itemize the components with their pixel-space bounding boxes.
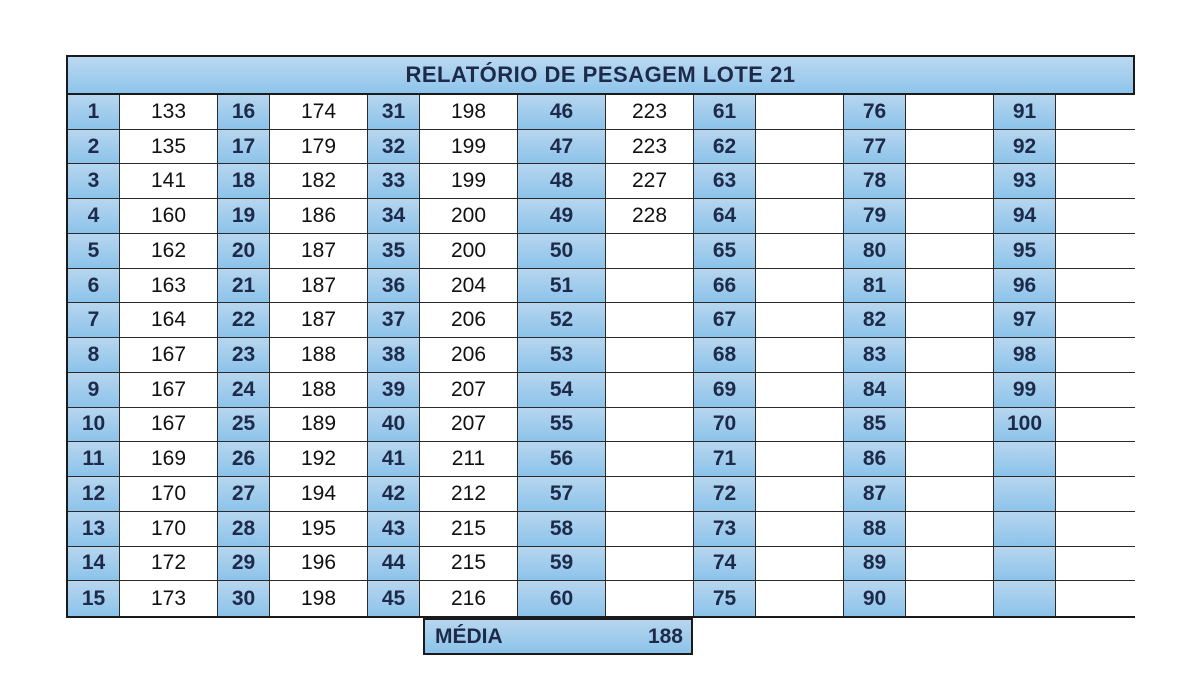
weight-cell: 182 [270,164,368,199]
animal-number-cell: 3 [68,164,120,199]
weight-cell: 215 [420,512,518,547]
weight-cell: 195 [270,512,368,547]
weight-cell [906,164,994,199]
animal-number-cell: 89 [844,547,906,582]
animal-number-cell: 47 [518,130,606,165]
animal-number-cell: 62 [694,130,756,165]
weight-cell: 196 [270,547,368,582]
animal-number-cell: 59 [518,547,606,582]
weight-cell: 160 [120,199,218,234]
weight-cell [606,234,694,269]
animal-number-cell [994,477,1056,512]
animal-number-cell: 56 [518,442,606,477]
weight-cell: 174 [270,95,368,130]
animal-number-cell: 30 [218,581,270,616]
weight-cell [1056,338,1135,373]
animal-number-cell: 66 [694,269,756,304]
animal-number-cell: 58 [518,512,606,547]
animal-number-cell: 54 [518,373,606,408]
animal-number-cell: 8 [68,338,120,373]
weight-cell: 187 [270,234,368,269]
weight-cell: 179 [270,130,368,165]
weight-cell [906,303,994,338]
animal-number-cell: 69 [694,373,756,408]
animal-number-cell: 81 [844,269,906,304]
animal-number-cell: 24 [218,373,270,408]
animal-number-cell: 18 [218,164,270,199]
animal-number-cell: 76 [844,95,906,130]
weight-cell: 167 [120,373,218,408]
weight-cell [606,303,694,338]
weight-cell [1056,199,1135,234]
animal-number-cell: 88 [844,512,906,547]
weight-cell [1056,164,1135,199]
animal-number-cell: 14 [68,547,120,582]
animal-number-cell: 65 [694,234,756,269]
weight-cell [756,199,844,234]
animal-number-cell: 31 [368,95,420,130]
animal-number-cell: 43 [368,512,420,547]
weight-cell: 170 [120,477,218,512]
animal-number-cell: 37 [368,303,420,338]
animal-number-cell: 29 [218,547,270,582]
animal-number-cell: 16 [218,95,270,130]
weighing-report-table [66,55,1135,618]
weight-cell [906,442,994,477]
weight-cell [1056,442,1135,477]
animal-number-cell: 33 [368,164,420,199]
weight-cell [606,269,694,304]
average-label: MÉDIA [435,624,503,648]
weight-cell [606,373,694,408]
weight-cell [1056,408,1135,443]
animal-number-cell: 35 [368,234,420,269]
weight-cell [906,269,994,304]
animal-number-cell: 71 [694,442,756,477]
weight-cell [606,442,694,477]
animal-number-cell: 80 [844,234,906,269]
weight-cell [906,234,994,269]
weight-cell: 223 [606,130,694,165]
weight-cell: 192 [270,442,368,477]
animal-number-cell: 53 [518,338,606,373]
animal-number-cell: 90 [844,581,906,616]
weight-cell [906,547,994,582]
animal-number-cell: 83 [844,338,906,373]
animal-number-cell: 75 [694,581,756,616]
animal-number-cell: 7 [68,303,120,338]
weight-cell [756,95,844,130]
weight-cell: 172 [120,547,218,582]
animal-number-cell: 84 [844,373,906,408]
weight-cell [606,581,694,616]
weight-cell: 188 [270,338,368,373]
weight-cell: 207 [420,408,518,443]
weight-cell [756,373,844,408]
weights-grid [68,95,1133,616]
animal-number-cell: 50 [518,234,606,269]
animal-number-cell: 91 [994,95,1056,130]
weight-cell: 199 [420,130,518,165]
weight-cell [906,512,994,547]
animal-number-cell: 67 [694,303,756,338]
weight-cell [906,373,994,408]
animal-number-cell: 86 [844,442,906,477]
weight-cell [1056,512,1135,547]
animal-number-cell: 36 [368,269,420,304]
weight-cell [906,130,994,165]
weight-cell: 200 [420,234,518,269]
animal-number-cell: 82 [844,303,906,338]
animal-number-cell: 68 [694,338,756,373]
animal-number-cell: 28 [218,512,270,547]
weight-cell [756,581,844,616]
weight-cell: 162 [120,234,218,269]
animal-number-cell: 55 [518,408,606,443]
weight-cell [756,408,844,443]
animal-number-cell: 23 [218,338,270,373]
weight-cell [1056,234,1135,269]
weight-cell: 187 [270,303,368,338]
weight-cell: 187 [270,269,368,304]
animal-number-cell: 57 [518,477,606,512]
weight-cell: 200 [420,199,518,234]
weight-cell: 206 [420,338,518,373]
weight-cell [1056,130,1135,165]
animal-number-cell [994,442,1056,477]
weight-cell [906,408,994,443]
animal-number-cell: 64 [694,199,756,234]
weight-cell: 199 [420,164,518,199]
weight-cell: 141 [120,164,218,199]
weight-cell [1056,547,1135,582]
animal-number-cell: 74 [694,547,756,582]
animal-number-cell: 5 [68,234,120,269]
weight-cell: 207 [420,373,518,408]
weight-cell: 170 [120,512,218,547]
weight-cell [1056,303,1135,338]
weight-cell [756,164,844,199]
animal-number-cell: 38 [368,338,420,373]
report-title-bar [68,57,1133,95]
weight-cell [756,338,844,373]
animal-number-cell: 70 [694,408,756,443]
weight-cell [606,512,694,547]
weight-cell [756,234,844,269]
animal-number-cell: 41 [368,442,420,477]
weight-cell [1056,477,1135,512]
weight-cell [906,95,994,130]
animal-number-cell: 63 [694,164,756,199]
animal-number-cell: 97 [994,303,1056,338]
animal-number-cell: 15 [68,581,120,616]
animal-number-cell: 1 [68,95,120,130]
weight-cell: 167 [120,338,218,373]
weight-cell [756,442,844,477]
weight-cell: 216 [420,581,518,616]
weight-cell: 228 [606,199,694,234]
animal-number-cell: 52 [518,303,606,338]
animal-number-cell: 78 [844,164,906,199]
animal-number-cell: 49 [518,199,606,234]
weight-cell: 169 [120,442,218,477]
animal-number-cell: 26 [218,442,270,477]
report-title: RELATÓRIO DE PESAGEM LOTE 21 [405,62,796,87]
animal-number-cell: 85 [844,408,906,443]
weight-cell: 227 [606,164,694,199]
animal-number-cell: 46 [518,95,606,130]
animal-number-cell: 94 [994,199,1056,234]
animal-number-cell: 39 [368,373,420,408]
animal-number-cell: 12 [68,477,120,512]
animal-number-cell: 13 [68,512,120,547]
weight-cell [906,338,994,373]
weight-cell [606,408,694,443]
weight-cell [1056,581,1135,616]
weight-cell: 215 [420,547,518,582]
weight-cell [906,477,994,512]
animal-number-cell: 95 [994,234,1056,269]
animal-number-cell [994,547,1056,582]
weight-cell [1056,373,1135,408]
animal-number-cell: 93 [994,164,1056,199]
animal-number-cell: 27 [218,477,270,512]
animal-number-cell: 48 [518,164,606,199]
animal-number-cell: 19 [218,199,270,234]
weight-cell [1056,95,1135,130]
weight-cell [756,130,844,165]
weight-cell [756,512,844,547]
animal-number-cell: 32 [368,130,420,165]
weight-cell [1056,269,1135,304]
weight-cell: 164 [120,303,218,338]
animal-number-cell: 72 [694,477,756,512]
weight-cell [756,269,844,304]
animal-number-cell: 79 [844,199,906,234]
animal-number-cell: 2 [68,130,120,165]
animal-number-cell: 22 [218,303,270,338]
animal-number-cell: 42 [368,477,420,512]
animal-number-cell: 20 [218,234,270,269]
weight-cell [756,477,844,512]
animal-number-cell: 10 [68,408,120,443]
weight-cell: 198 [270,581,368,616]
weight-cell: 204 [420,269,518,304]
weight-cell: 211 [420,442,518,477]
animal-number-cell: 44 [368,547,420,582]
animal-number-cell: 6 [68,269,120,304]
weight-cell: 135 [120,130,218,165]
animal-number-cell: 45 [368,581,420,616]
animal-number-cell: 51 [518,269,606,304]
weight-cell [606,547,694,582]
weight-cell [906,581,994,616]
animal-number-cell: 4 [68,199,120,234]
animal-number-cell: 92 [994,130,1056,165]
average-box [423,618,693,655]
weight-cell: 212 [420,477,518,512]
animal-number-cell: 60 [518,581,606,616]
animal-number-cell: 25 [218,408,270,443]
weight-cell: 163 [120,269,218,304]
weight-cell: 186 [270,199,368,234]
animal-number-cell: 17 [218,130,270,165]
weight-cell [756,303,844,338]
animal-number-cell: 96 [994,269,1056,304]
animal-number-cell: 100 [994,408,1056,443]
animal-number-cell: 77 [844,130,906,165]
weight-cell: 173 [120,581,218,616]
animal-number-cell: 98 [994,338,1056,373]
animal-number-cell: 40 [368,408,420,443]
weight-cell: 133 [120,95,218,130]
weight-cell [756,547,844,582]
weight-cell: 167 [120,408,218,443]
animal-number-cell: 11 [68,442,120,477]
weight-cell [906,199,994,234]
animal-number-cell: 34 [368,199,420,234]
animal-number-cell: 21 [218,269,270,304]
weight-cell: 206 [420,303,518,338]
weight-cell [606,338,694,373]
weight-cell: 194 [270,477,368,512]
animal-number-cell: 87 [844,477,906,512]
animal-number-cell: 73 [694,512,756,547]
average-value: 188 [647,624,683,648]
weight-cell: 189 [270,408,368,443]
animal-number-cell [994,512,1056,547]
animal-number-cell: 9 [68,373,120,408]
weight-cell: 223 [606,95,694,130]
weight-cell: 188 [270,373,368,408]
weight-cell [606,477,694,512]
weight-cell: 198 [420,95,518,130]
animal-number-cell: 99 [994,373,1056,408]
animal-number-cell [994,581,1056,616]
animal-number-cell: 61 [694,95,756,130]
